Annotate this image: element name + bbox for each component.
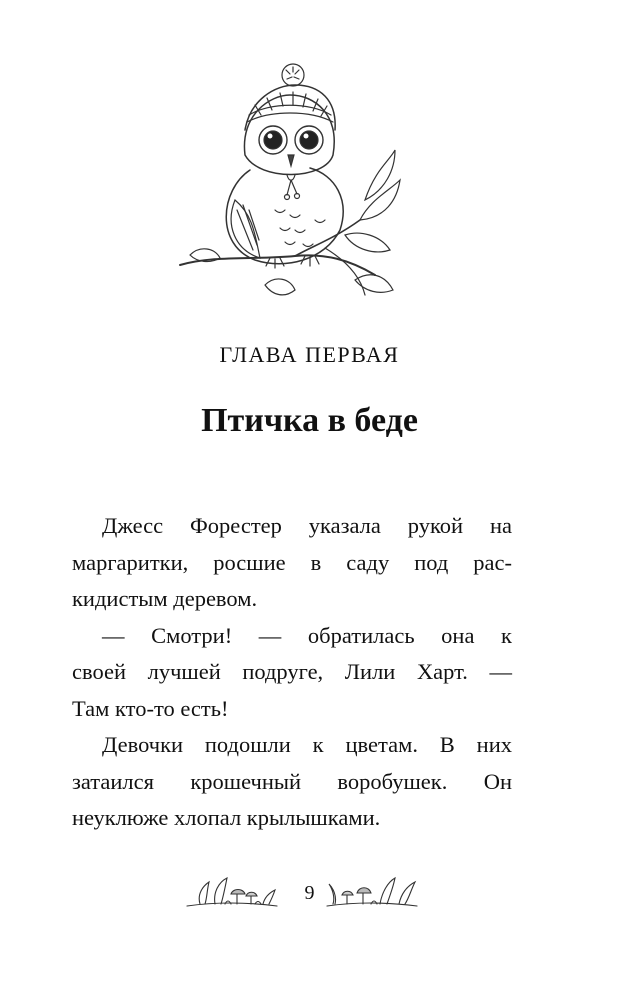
page-footer	[0, 870, 619, 920]
page-number: 9	[304, 882, 315, 904]
chapter-title: Птичка в беде	[201, 402, 418, 439]
text-line: Девочки подошли к цветам. В них	[102, 732, 512, 757]
text-line: Джесс Форестер указала рукой на	[102, 513, 512, 538]
text-line: Там кто-то есть!	[72, 695, 229, 721]
mushroom-ornament-icon	[325, 870, 420, 910]
text-line: маргаритки, росшие в саду под рас-	[72, 549, 512, 575]
owl-illustration-icon	[175, 60, 410, 310]
text-line: кидистым деревом.	[72, 586, 258, 611]
text-line: своей лучшей подруге, Лили Харт. —	[72, 659, 512, 684]
text-line: — Смотри! — обратилась она к	[102, 622, 512, 648]
text-line: неуклюже хлопал крылышками.	[72, 805, 381, 830]
body-text	[72, 508, 512, 837]
text-line: затаился крошечный воробушек. Он	[72, 768, 512, 794]
chapter-label: ГЛАВА ПЕРВАЯ	[219, 342, 400, 367]
